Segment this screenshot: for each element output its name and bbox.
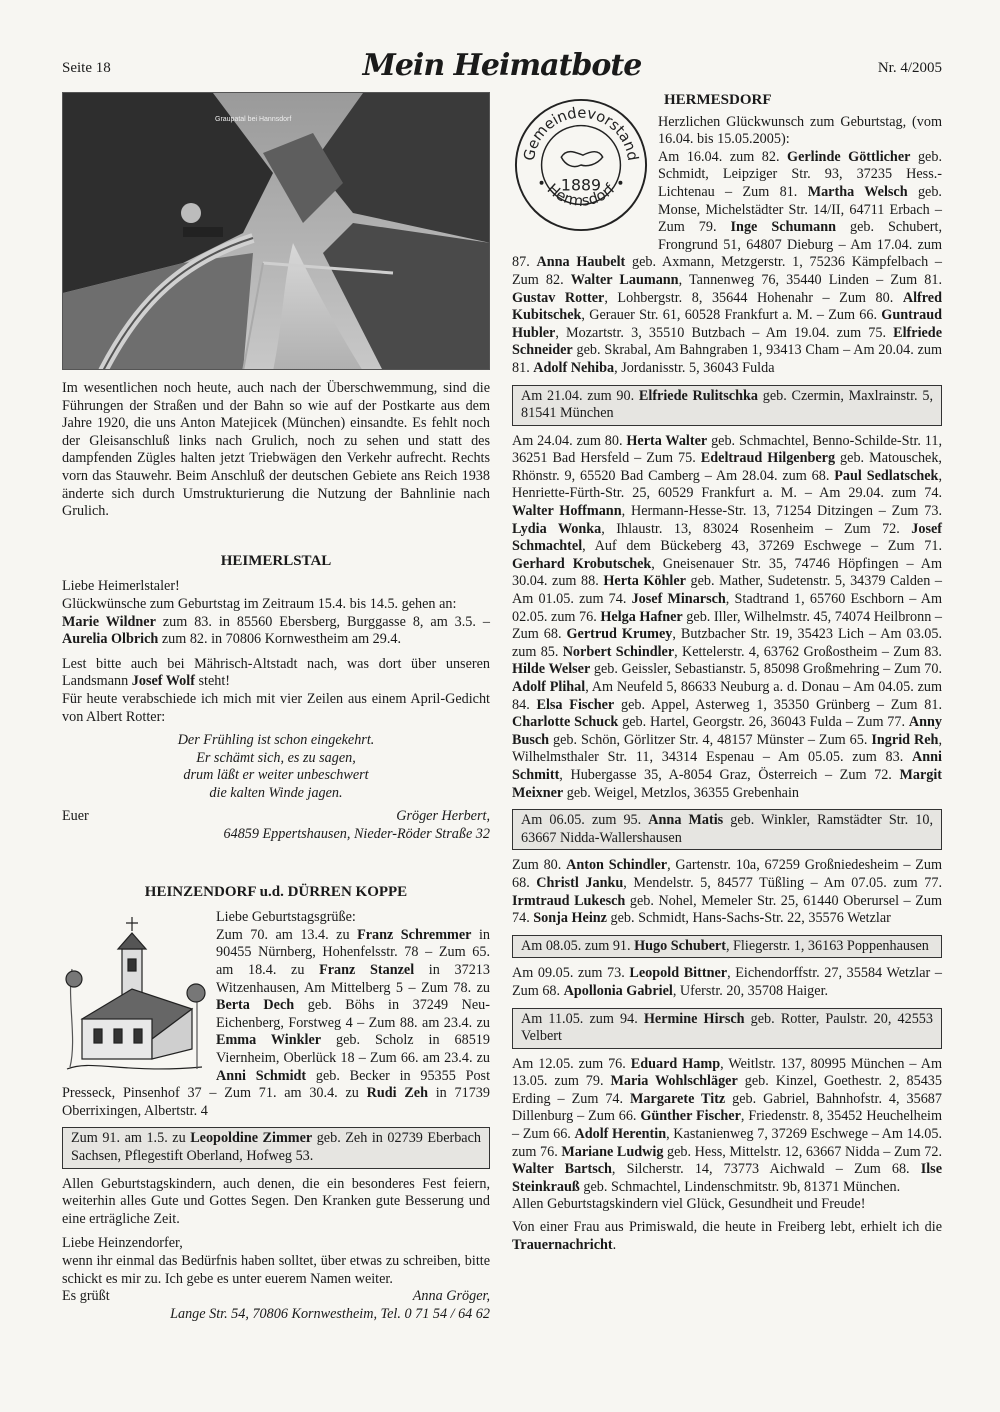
person-name: Elsa Fischer: [536, 696, 615, 713]
person-name: Margarete Titz: [630, 1090, 726, 1107]
birthday-text: , Lohbergstr. 8, 35644 Hohenahr – Zum 80.: [604, 289, 903, 306]
birthday-text: geb. Schubert, Frongrund 51, 64807 Dieburg – Am 17.04. zum 87.: [512, 219, 943, 271]
heinzendorf-signature: [62, 1288, 490, 1306]
person-name: Leopold Bittner: [629, 965, 728, 982]
birthday-text: geb. Schmidt, Hans-Sachs-Str. 22, 35576 Wetzlar: [606, 910, 891, 927]
birthday-text: , Kettelerstr. 4, 63762 Großostheim – Zum 83.: [674, 643, 942, 660]
highlight-box-3: [512, 935, 942, 959]
highlight-box-4: [512, 1008, 942, 1049]
birthday-text: geb. Schmachtel, Lindenschmitstr. 9b, 81371 München.: [579, 1178, 901, 1195]
heimerlstal-title: HEIMERLSTAL: [220, 552, 332, 569]
poem-line: drum läßt er weiter unbeschwert: [183, 767, 369, 784]
heimerlstal-greeting: Liebe Heimerlstaler!: [62, 578, 180, 595]
person-name: Mariane Ludwig: [561, 1143, 664, 1160]
page-number: Seite 18: [62, 60, 111, 76]
birthday-text: , Kastanienweg 7, 37269 Eschwege – Am 14.05. zum 76.: [512, 1126, 942, 1160]
person-name: Ingrid Reh: [871, 731, 939, 748]
birthday-text: geb. Winkler, Ramstädter Str. 10, 63667 Nidda-Wallershausen: [521, 812, 933, 846]
birthday-text: Am 09.05. zum 73.: [512, 965, 630, 982]
person-name: Elfriede Schneider: [512, 324, 942, 359]
birthday-text: , Wilhelmsthaler Str. 11, 34314 Espenau – Am 05.05. zum 83.: [512, 731, 942, 766]
signature-greeting: Euer: [62, 808, 89, 825]
birthday-text: , Mendelstr. 5, 84577 Tüßling – Am 07.05. zum 77.: [623, 874, 942, 891]
birthday-text: , Tannenweg 76, 35440 Linden – Zum 81.: [678, 271, 942, 288]
birthday-text: Zum 70. am 13.4. zu: [216, 926, 358, 943]
birthday-text: in 71739 Oberrixingen, Albertstr. 4: [62, 1085, 490, 1119]
heinzendorf-request: wenn ihr einmal das Bedürfnis haben solltet, über etwas zu schreiben, bitte schickt es mir zu. Ich gebe es unter euerem Namen weiter.: [62, 1252, 490, 1287]
birthday-text: geb. Monse, Michelstädter Str. 14/II, 64711 Erbach – Zum 79.: [658, 183, 942, 236]
hermesdorf-closing: Allen Geburtstagskindern viel Glück, Gesundheit und Freude!: [512, 1196, 866, 1213]
highlight-box-2: [512, 809, 942, 850]
birthday-text: geb. Iller, Wilhelmstr. 45, 74074 Heilbronn – Zum 68.: [512, 608, 942, 643]
municipal-stamp-seal: [512, 96, 650, 234]
birthday-text: geb. Schön, Görlitzer Str. 4, 48157 Münster – Zum 65.: [549, 731, 872, 748]
birthday-text: geb. Böhs in 37249 Neu-Eichenberg, Forstweg 4 – Zum 88. am 23.4. zu: [216, 997, 491, 1031]
person-name: Josef Schmachtel: [512, 520, 942, 555]
person-name: Charlotte Schuck: [512, 714, 619, 731]
birthday-text: geb. Mather, Sudetenstr. 5, 34379 Calden – Am 01.05. zum 74.: [512, 573, 942, 608]
person-name: Gertrud Krumey: [566, 626, 673, 643]
birthday-text: Zum 80.: [512, 857, 567, 874]
masthead-logo: Mein Heimatbote: [362, 48, 642, 83]
birthday-text: geb. Hess, Mittelstr. 12, 63667 Nidda – Zum 72.: [663, 1143, 942, 1160]
birthday-text: geb. Nohel, Memeler Str. 25, 61440 Oberursel – Zum 74.: [512, 892, 942, 927]
signature-address: 64859 Eppertshausen, Nieder-Röder Straße 32: [223, 826, 490, 843]
birthday-text: geb. Hartel, Georgstr. 26, 36043 Fulda – Zum 77.: [618, 714, 909, 731]
svg-text:Gemeindevorstand: Gemeindevorstand: [520, 104, 642, 163]
hermesdorf-birthdays-5: [512, 1056, 942, 1197]
birthday-text: geb. Skrabal, Am Bahngraben 1, 93413 Cham – Am 20.04. zum 81.: [512, 342, 942, 376]
birthday-text: Am 08.05. zum 91.: [521, 937, 635, 954]
birthday-text: , Weitlstr. 137, 80995 München – Am 13.05. zum 79.: [512, 1055, 942, 1090]
heinzendorf-wishes: Allen Geburtstagskindern, auch denen, die ein besonderes Fest feiern, weiterhin alles Gute und Gottes Segen. Den Kranken gute Besserung und eine erträgliche Zeit.: [62, 1175, 490, 1227]
heinzendorf-salutation: Liebe Heinzendorfer,: [62, 1235, 183, 1252]
person-name: Hilde Welser: [512, 661, 591, 678]
person-name: Marie Wildner: [62, 613, 156, 630]
person-name: Martha Welsch: [807, 183, 908, 200]
postcard-caption: Graupatal bei Hannsdorf: [215, 116, 292, 123]
person-name: Berta Dech: [216, 997, 295, 1014]
note-text: steht!: [194, 673, 231, 690]
birthday-text: Am 24.04. zum 80.: [512, 432, 627, 449]
final-text: Von einer Frau aus Primiswald, die heute in Freiberg lebt, erhielt ich die: [512, 1219, 942, 1236]
person-name: Lydia Wonka: [512, 520, 602, 537]
birthday-text: geb. Rotter, Paulstr. 20, 42553 Velbert: [521, 1010, 933, 1045]
heimerlstal-birthdays: [62, 614, 490, 649]
birthday-text: geb. Matouschek, Rhönstr. 9, 65520 Bad Camberg – Am 28.04. zum 68.: [512, 450, 942, 484]
birthday-text: , Fliegerstr. 1, 36163 Poppenhausen: [725, 937, 929, 954]
person-name: Ilse Steinkrauß: [512, 1161, 942, 1195]
page-header: [62, 48, 942, 82]
person-name: Helga Hafner: [600, 608, 683, 625]
issue-number: Nr. 4/2005: [877, 60, 942, 76]
signature-name: Anna Gröger,: [412, 1288, 490, 1305]
person-name: Norbert Schindler: [562, 643, 675, 660]
signature-address: Lange Str. 54, 70806 Kornwestheim, Tel. 0 71 54 / 64 62: [170, 1305, 490, 1322]
birthday-text: , Friedenstr. 8, 35452 Heuchelheim – Zum 66.: [512, 1108, 942, 1143]
person-name: Anny Busch: [512, 714, 942, 748]
person-name: Adolf Plihal: [512, 679, 586, 695]
birthday-text: in 37213 Witzenhausen, Am Mittelberg 5 – Zum 78. zu: [216, 962, 490, 996]
birthday-text: Am 06.05. zum 95.: [521, 812, 649, 829]
heimerlstal-farewell: Für heute verabschiede ich mich mit vier Zeilen aus einem April-Gedicht von Albert Rotter:: [62, 690, 490, 725]
birthday-text: , Am Neufeld 5, 86633 Neuburg a. d. Donau – Am 04.05. zum 84.: [512, 679, 942, 713]
birthday-text: geb. Zeh in 02739 Eberbach Sachsen, Pflegestift Oberland, Hofweg 53.: [71, 1130, 481, 1164]
person-name: Josef Wolf: [131, 673, 195, 690]
person-name: Walter Laumann: [570, 271, 679, 288]
note-text: Lest bitte auch bei Mährisch-Altstadt nach, was dort über unseren Landsmann: [62, 655, 490, 690]
hermesdorf-birthdays-3: [512, 857, 942, 927]
person-name: Maria Wohlschläger: [610, 1073, 738, 1090]
postcard-photo: [62, 92, 490, 370]
person-name: Leopoldine Zimmer: [190, 1130, 313, 1147]
hermesdorf-title: HERMESDORF: [664, 92, 772, 108]
birthday-text: , Uferstr. 20, 35708 Haiger.: [672, 982, 829, 999]
signature-name: Gröger Herbert,: [396, 808, 490, 825]
person-name: Günther Fischer: [640, 1108, 741, 1125]
heinzendorf-highlight-box: [62, 1127, 490, 1168]
person-name: Paul Sedlatschek: [834, 467, 939, 484]
valley-railway-image: [63, 93, 490, 370]
person-name: Walter Hoffmann: [512, 503, 622, 520]
person-name: Josef Minarsch: [631, 591, 726, 608]
birthday-text: Am 21.04. zum 90.: [521, 387, 639, 404]
birthday-text: geb. Schmachtel, Benno-Schilde-Str. 11, 36251 Bad Hersfeld – Zum 75.: [512, 432, 942, 467]
person-name: Aurelia Olbrich: [62, 631, 159, 648]
photo-description: Im wesentlichen noch heute, auch nach der Überschwemmung, sind die Führungen der Straßen und der Bahn so wie auf der Postkarte aus dem Jahre 1920, die uns Anton Matejicek (München) einsandte. Es fehlt noch der Gleisanschluß links nach Grulich, noch zu sehen und statt des dampfenden Zügles halten jetzt Triebwägen den Verkehr aufrecht. Rechts vorn das Stauwehr. Beim Anschluß der deutschen Gebiete ans Reich 1938 änderte sich durch Umstrukturierung die Nutzung der Bahnlinie nach Grulich.: [62, 380, 490, 520]
signature-greeting: Es grüßt: [62, 1288, 110, 1305]
person-name: Margit Meixner: [512, 766, 942, 801]
birthday-text: Am 16.04. zum 82.: [658, 148, 788, 165]
person-name: Adolf Herentin: [574, 1126, 667, 1143]
person-name: Anni Schmitt: [512, 749, 942, 783]
birthday-text: geb. Axmann, Metzgerstr. 1, 75236 Kämpfelbach – Zum 82.: [512, 254, 943, 288]
birthday-text: geb. Schmidt, Leipziger Str. 93, 37235 Hess.-Lichtenau – Zum 81.: [658, 148, 942, 200]
birthday-text: geb. Geissler, Sebastianstr. 5, 85098 Großmehring – Zum 70.: [590, 661, 942, 678]
poem: [62, 732, 490, 802]
person-name: Herta Walter: [626, 432, 708, 449]
birthday-text: , Silcherstr. 14, 73773 Aichwald – Zum 68.: [611, 1161, 921, 1178]
birthday-text: geb. Appel, Asterweg 1, 35350 Grünberg – Zum 81.: [614, 696, 942, 713]
birthday-text: , Hermann-Hesse-Str. 13, 71254 Ditzingen – Zum 73.: [621, 503, 942, 520]
birthday-text: geb. Gabriel, Bahnhofstr. 4, 35687 Dillenburg – Zum 66.: [512, 1090, 942, 1125]
person-name: Franz Stanzel: [319, 962, 415, 979]
birthday-text: , Stadtrand 1, 65760 Eschborn – Am 02.05. zum 76.: [512, 591, 942, 625]
person-name: Alfred Kubitschek: [512, 289, 942, 324]
heinzendorf-greeting: Liebe Geburtstagsgrüße:: [216, 909, 356, 926]
person-name: Anna Matis: [648, 812, 724, 829]
person-name: Hermine Hirsch: [643, 1010, 745, 1027]
birthday-text: geb. Scholz in 68519 Viernheim, Oberlück 18 – Zum 66. am 23.4. zu: [216, 1032, 490, 1066]
birthday-text: , Mozartstr. 3, 35510 Butzbach – Am 19.04. zum 75.: [555, 324, 894, 341]
person-name: Hugo Schubert: [634, 937, 726, 954]
heimerlstal-signature: [62, 808, 490, 826]
birthday-text: , Ihlaustr. 13, 83024 Rosenheim – Zum 72.: [601, 520, 912, 537]
person-name: Franz Schremmer: [357, 926, 472, 943]
person-name: Herta Köhler: [603, 573, 686, 590]
poem-line: Der Frühling ist schon eingekehrt.: [177, 732, 375, 749]
birthday-text: Am 11.05. zum 94.: [521, 1010, 644, 1027]
hermesdorf-intro: Herzlichen Glückwunsch zum Geburtstag, (vom 16.04. bis 15.05.2005):: [658, 113, 942, 148]
birthday-text: zum 83. in 85560 Ebersberg, Burggasse 8, am 3.5. –: [155, 613, 490, 630]
person-name: Gerlinde Göttlicher: [787, 148, 911, 165]
person-name: Eduard Hamp: [630, 1055, 721, 1072]
birthday-text: geb. Kinzel, Goethestr. 2, 85435 Erding – Zum 74.: [512, 1073, 942, 1107]
person-name: Apollonia Gabriel: [563, 982, 673, 999]
person-name: Edeltraud Hilgenberg: [700, 450, 836, 467]
hermesdorf-final: [512, 1219, 942, 1254]
left-column: [62, 92, 490, 1323]
church-icon: [62, 909, 210, 1079]
birthday-text: , Eichendorffstr. 27, 35584 Wetzlar – Zum 68.: [512, 965, 942, 999]
final-highlight: Trauernachricht: [512, 1236, 613, 1253]
birthday-text: , Gneisenauer Str. 35, 74746 Höpfingen – Am 30.04. zum 88.: [512, 555, 942, 590]
final-text: .: [612, 1236, 617, 1253]
person-name: Guntraud Hubler: [512, 307, 942, 341]
heimerlstal-note: [62, 656, 490, 691]
birthday-text: , Gerauer Str. 61, 60528 Frankfurt a. M. – Zum 66.: [581, 307, 882, 324]
birthday-text: geb. Becker in 95355 Post Presseck, Pinsenhof 37 – Zum 71. am 30.4. zu: [62, 1067, 491, 1102]
person-name: Anton Schindler: [566, 857, 668, 874]
birthday-text: , Jordanisstr. 5, 36043 Fulda: [614, 359, 775, 376]
poem-line: die kalten Winde jagen.: [209, 784, 343, 801]
hermesdorf-birthdays-2: [512, 433, 942, 802]
birthday-text: geb. Weigel, Metzlos, 36355 Grebenhain: [563, 784, 800, 801]
person-name: Gerhard Krobutschek: [512, 555, 652, 572]
highlight-box-1: [512, 385, 942, 426]
person-name: Elfriede Rulitschka: [638, 387, 758, 404]
person-name: Anni Schmidt: [216, 1067, 307, 1084]
birthday-text: geb. Czermin, Maxlrainstr. 5, 81541 München: [521, 387, 933, 422]
birthday-text: , Auf dem Bückeberg 43, 37269 Eschwege – Zum 71.: [582, 538, 942, 555]
birthday-text: zum 82. in 70806 Kornwestheim am 29.4.: [158, 631, 402, 648]
person-name: Christl Janku: [536, 874, 624, 891]
birthday-text: , Henriette-Fürth-Str. 25, 60529 Frankfurt a. M. – Am 29.04. zum 74.: [512, 467, 942, 502]
person-name: Adolf Nehiba: [533, 359, 615, 376]
person-name: Anna Haubelt: [536, 254, 626, 271]
person-name: Gustav Rotter: [512, 289, 605, 306]
birthday-text: Zum 91. am 1.5. zu: [71, 1130, 191, 1147]
person-name: Sonja Heinz: [533, 910, 607, 927]
birthday-text: Am 12.05. zum 76.: [512, 1055, 631, 1072]
birthday-text: , Butzbacher Str. 19, 35423 Lich – Am 03.05. zum 85.: [512, 626, 943, 660]
heinzendorf-title: HEINZENDORF u.d. DÜRREN KOPPE: [144, 883, 408, 900]
birthday-text: , Hubergasse 35, A-8054 Graz, Österreich – Zum 72.: [559, 766, 900, 783]
hermesdorf-birthdays-4: [512, 965, 942, 1000]
person-name: Emma Winkler: [216, 1032, 322, 1049]
poem-line: Er schämt sich, es zu sagen,: [196, 749, 356, 766]
person-name: Inge Schumann: [730, 219, 836, 236]
person-name: Walter Bartsch: [512, 1161, 612, 1178]
birthday-text: in 90455 Nürnberg, Hohenfelsstr. 78 – Zum 65. am 18.4. zu: [216, 926, 490, 979]
heimerlstal-intro: Glückwünsche zum Geburtstag im Zeitraum 15.4. bis 14.5. gehen an:: [62, 595, 457, 612]
svg-text:1889: 1889: [560, 175, 602, 195]
person-name: Irmtraud Lukesch: [512, 892, 626, 909]
svg-text:Hermsdorf: Hermsdorf: [543, 180, 619, 211]
birthday-text: , Gartenstr. 10a, 67259 Großniedesheim – Zum 68.: [512, 857, 942, 891]
person-name: Rudi Zeh: [366, 1085, 428, 1102]
right-column: [512, 92, 942, 1254]
